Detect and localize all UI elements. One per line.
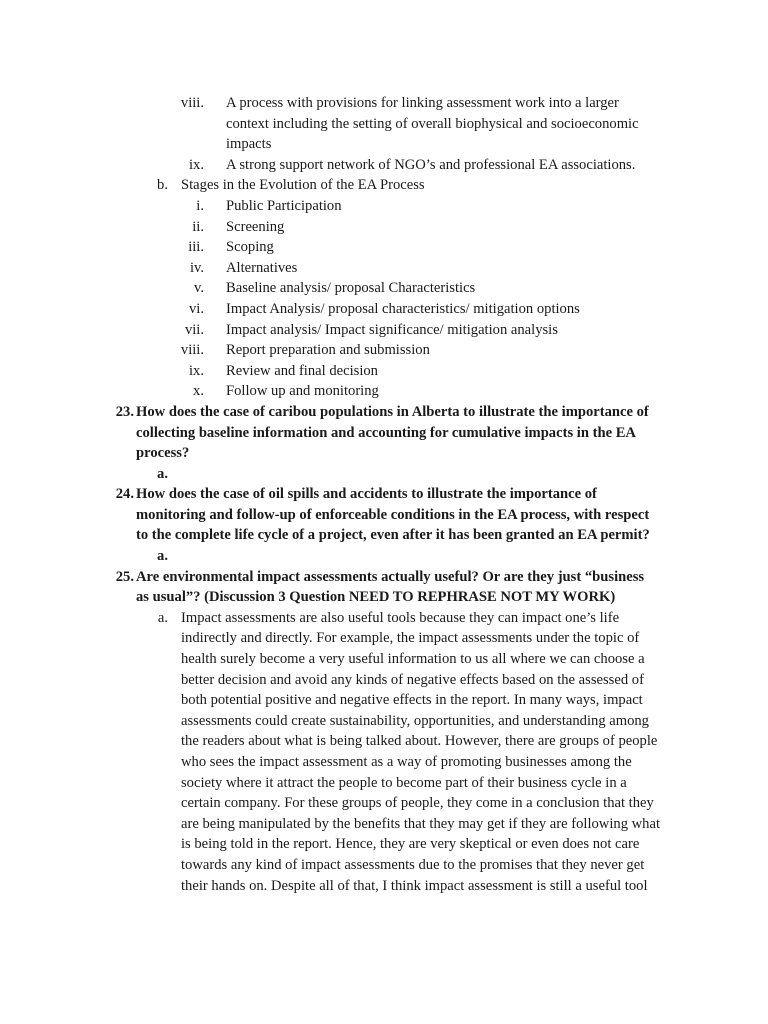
stage-label: Screening xyxy=(226,218,285,235)
answer-item xyxy=(0,608,768,629)
question-text: How does the case of caribou populations in Alberta to illustrate the importance of xyxy=(136,403,649,420)
stage-label: Impact analysis/ Impact significance/ mitigation analysis xyxy=(226,321,558,338)
list-marker: i. xyxy=(196,197,204,214)
list-marker: vi. xyxy=(189,300,204,317)
list-marker: b. xyxy=(157,177,168,194)
question-text: Are environmental impact assessments actually useful? Or are they just “business xyxy=(136,568,645,585)
answer-marker: a. xyxy=(157,609,168,626)
answer-text: certain company. For these groups of people, they come in a conclusion that they xyxy=(181,795,654,812)
stage-label: Follow up and monitoring xyxy=(226,383,379,400)
stage-label: Report preparation and submission xyxy=(226,342,430,359)
answer-text: are being manipulated by the benefits that they may get if they are following what xyxy=(181,815,661,832)
question-number: 24. xyxy=(115,486,134,503)
answer-text: their hands on. Despite all of that, I think impact assessment is still a useful tool xyxy=(181,877,648,894)
list-marker: iv. xyxy=(189,259,204,276)
list-marker: iii. xyxy=(188,239,204,256)
answer-text: towards any kind of impact assessments due to the promises that they never get xyxy=(181,856,645,873)
section-title: Stages in the Evolution of the EA Process xyxy=(181,177,425,194)
document-page xyxy=(0,93,768,896)
answer-text: better decision and avoid any kinds of negative effects based on the assessed of xyxy=(181,671,644,688)
stage-label: Impact Analysis/ proposal characteristics/ mitigation options xyxy=(226,300,580,317)
question-text: to the complete life cycle of a project, even after it has been granted an EA permit? xyxy=(136,527,650,544)
question-text: as usual”? (Discussion 3 Question NEED TO REPHRASE NOT MY WORK) xyxy=(136,589,616,606)
stage-label: Alternatives xyxy=(226,259,298,276)
list-marker: viii. xyxy=(180,95,204,111)
answer-item xyxy=(0,546,768,567)
answer-text: indirectly and directly. For example, the impact assessments under the topic of xyxy=(181,630,640,647)
list-item-text: A strong support network of NGO’s and professional EA associations. xyxy=(226,156,636,173)
stage-label: Public Participation xyxy=(226,197,342,214)
section-heading xyxy=(0,175,768,196)
stage-item xyxy=(0,320,768,341)
list-item-text: A process with provisions for linking assessment work into a larger xyxy=(226,95,619,111)
list-item-text: impacts xyxy=(226,136,272,153)
stage-label: Baseline analysis/ proposal Characteristics xyxy=(226,280,476,297)
answer-marker: a. xyxy=(157,465,168,482)
answer-text: both potential positive and negative effects in the report. In many ways, impact xyxy=(181,692,643,709)
list-marker: ix. xyxy=(189,156,204,173)
question-25 xyxy=(0,567,768,588)
list-marker: ix. xyxy=(189,362,204,379)
stage-item xyxy=(0,217,768,238)
question-number: 23. xyxy=(115,403,134,420)
question-text: collecting baseline information and accounting for cumulative impacts in the EA xyxy=(136,424,636,441)
answer-text: health surely become a very useful information to us all where we can choose a xyxy=(181,651,645,668)
list-item xyxy=(0,93,768,114)
stage-item xyxy=(0,361,768,382)
list-marker: v. xyxy=(194,280,204,297)
answer-text: the readers about what is being talked about. However, there are groups of people xyxy=(181,733,658,750)
stage-label: Review and final decision xyxy=(226,362,378,379)
stage-item xyxy=(0,278,768,299)
question-text: How does the case of oil spills and accidents to illustrate the importance of xyxy=(136,486,597,503)
question-number: 25. xyxy=(115,568,134,585)
list-item-text: context including the setting of overall biophysical and socioeconomic xyxy=(226,115,639,132)
list-marker: vii. xyxy=(184,321,204,338)
list-marker: viii. xyxy=(180,342,204,359)
list-marker: x. xyxy=(193,383,204,400)
answer-text: assessments could create sustainability, opportunities, and understanding among xyxy=(181,712,649,729)
stage-item xyxy=(0,196,768,217)
answer-item xyxy=(0,464,768,485)
list-marker: ii. xyxy=(192,218,204,235)
question-text: monitoring and follow-up of enforceable conditions in the EA process, with respect xyxy=(136,506,650,523)
question-text: process? xyxy=(136,445,190,462)
stage-label: Scoping xyxy=(226,239,274,256)
answer-text: who sees the impact assessment as a way of promoting businesses among the xyxy=(181,754,632,770)
answer-text: Impact assessments are also useful tools because they can impact one’s life xyxy=(181,609,620,626)
list-item xyxy=(0,155,768,176)
stage-item xyxy=(0,340,768,361)
stage-item xyxy=(0,258,768,279)
stage-item xyxy=(0,237,768,258)
answer-marker: a. xyxy=(157,548,168,565)
answer-text: is being told in the report. Hence, they are very skeptical or even does not care xyxy=(181,836,640,853)
answer-text: society where it attract the people to become part of their business cycle in a xyxy=(181,774,627,791)
stage-item xyxy=(0,299,768,320)
question-24 xyxy=(0,484,768,505)
stage-item xyxy=(0,381,768,402)
question-23 xyxy=(0,402,768,423)
